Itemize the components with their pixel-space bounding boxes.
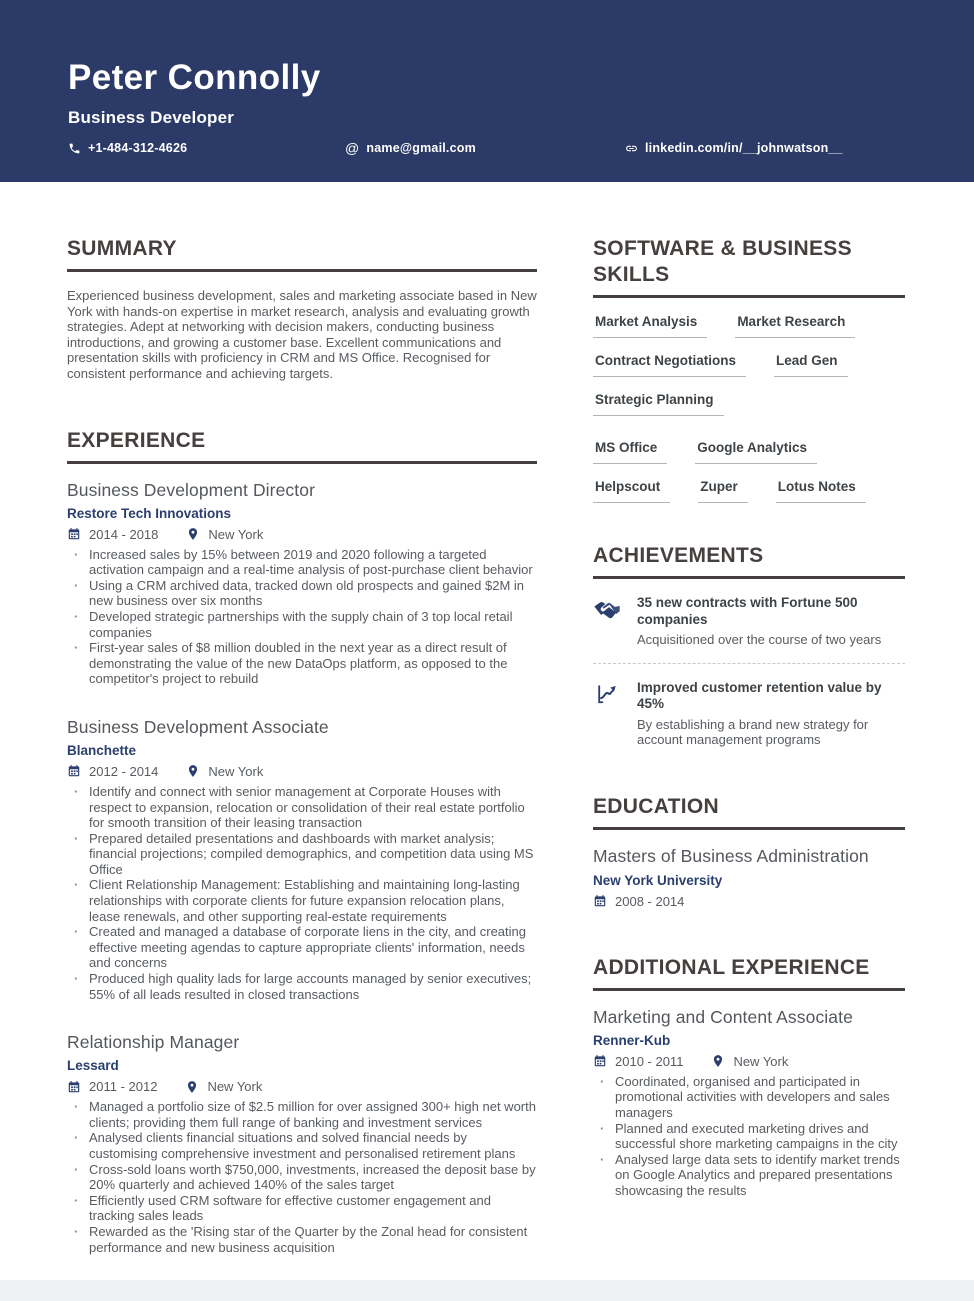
job-entry — [67, 1032, 537, 1255]
bullet-item: · Developed strategic partnerships with the supply chain of 3 top local retail companies — [67, 609, 537, 640]
skills-group-software — [593, 440, 905, 503]
skill-chip: Lotus Notes — [776, 479, 866, 503]
bullet-item: · Coordinated, organised and participated in promotional activities with developers and sales managers — [593, 1074, 905, 1121]
bullet-item: · Planned and executed marketing drives and successful shore marketing campaigns in the city — [593, 1121, 905, 1152]
link-icon — [625, 142, 638, 155]
skill-chip: Helpscout — [593, 479, 670, 503]
phone-icon — [68, 142, 81, 155]
job-meta — [67, 527, 537, 542]
bullet-item: · Produced high quality lads for large accounts managed by senior executives; 55% of all leads resulted in closed transactions — [67, 971, 537, 1002]
bullet-item: · Using a CRM archived data, tracked down old prospects and gained $2M in new business over six months — [67, 578, 537, 609]
education-heading: EDUCATION — [593, 794, 905, 830]
job-entry — [67, 717, 537, 1002]
job-entry — [67, 480, 537, 687]
calendar-icon — [67, 1080, 81, 1094]
at-icon: @ — [345, 140, 360, 156]
job-bullets — [593, 1074, 905, 1199]
job-company: Lessard — [67, 1058, 119, 1074]
job-dates: 2012 - 2014 — [89, 763, 159, 779]
achievements-heading: ACHIEVEMENTS — [593, 543, 905, 579]
email-address: name@gmail.com — [366, 141, 476, 155]
skill-chip: Market Analysis — [593, 314, 707, 338]
achievement-title: Improved customer retention value by 45% — [637, 679, 882, 712]
job-location: New York — [208, 763, 264, 779]
bullet-item: · Rewarded as the 'Rising star of the Quarter by the Zonal head for consistent performance and new business acquisition — [67, 1224, 537, 1255]
job-dates: 2011 - 2012 — [89, 1079, 158, 1095]
skill-chip: Lead Gen — [774, 353, 848, 377]
job-meta — [593, 1054, 905, 1069]
achievement-title: 35 new contracts with Fortune 500 companies — [637, 595, 858, 627]
dashed-divider — [593, 663, 905, 664]
summary-section — [67, 236, 537, 382]
education-section — [593, 794, 905, 909]
person-job-title: Business Developer — [68, 108, 235, 127]
person-name: Peter Connolly — [68, 58, 321, 97]
location-pin-icon — [711, 1054, 725, 1068]
achievement-description: Acquisitioned over the course of two years — [637, 632, 882, 647]
email-link[interactable] — [345, 141, 625, 155]
job-location: New York — [733, 1053, 789, 1069]
skills-section — [593, 236, 905, 503]
growth-chart-icon — [593, 680, 623, 748]
contact-row — [68, 141, 905, 155]
education-dates: 2008 - 2014 — [615, 893, 685, 909]
summary-heading: SUMMARY — [67, 236, 537, 272]
job-company: Blanchette — [67, 742, 137, 758]
calendar-icon — [593, 1054, 607, 1068]
phone-link[interactable] — [68, 141, 345, 155]
skill-chip: MS Office — [593, 440, 667, 464]
job-bullets — [67, 1099, 537, 1255]
bullet-item: · Identify and connect with senior management at Corporate Houses with respect to expansion, relocation or consolidation of their real estate portfolio for smooth transition of their leasing transaction — [67, 784, 537, 831]
achievement-description: By establishing a brand new strategy for account management programs — [637, 716, 869, 748]
skill-chip: Contract Negotiations — [593, 353, 746, 377]
achievements-section — [593, 543, 905, 748]
bullet-item: · Efficiently used CRM software for effective customer engagement and tracking sales leads — [67, 1193, 537, 1224]
handshake-icon — [593, 595, 623, 648]
bullet-item: · Analysed large data sets to identify market trends on Google Analytics and prepared presentations showcasing the results — [593, 1152, 905, 1199]
right-column — [593, 236, 905, 1301]
job-meta — [67, 764, 537, 779]
job-dates: 2010 - 2011 — [615, 1053, 684, 1069]
calendar-icon — [67, 527, 81, 541]
achievement-item — [593, 680, 905, 748]
bullet-item: · Increased sales by 15% between 2019 and 2020 following a targeted activation campaign and a real-time analysis of post-purchase client behavior — [67, 547, 537, 578]
job-title: Relationship Manager — [67, 1032, 240, 1053]
phone-number: +1-484-312-4626 — [88, 141, 188, 155]
linkedin-handle: linkedin.com/in/__johnwatson__ — [645, 141, 843, 155]
job-title: Business Development Director — [67, 479, 316, 500]
left-column — [67, 236, 537, 1301]
skill-chip: Strategic Planning — [593, 392, 724, 416]
skills-group-business — [593, 314, 905, 416]
bullet-item: · Client Relationship Management: Establishing and maintaining long-lasting relationships with corporate clients for future expansion relocation plans, lease renewals, and other supporting real-estate requirements — [67, 877, 537, 924]
job-location: New York — [207, 1079, 263, 1095]
location-pin-icon — [185, 1080, 199, 1094]
job-meta — [67, 1079, 537, 1094]
linkedin-link[interactable] — [625, 141, 905, 155]
skill-chip: Zuper — [698, 479, 748, 503]
job-bullets — [67, 547, 537, 687]
job-bullets — [67, 784, 537, 1002]
school-name: New York University — [593, 872, 723, 888]
bullet-item: · Managed a portfolio size of $2.5 million for over assigned 300+ high net worth clients; providing them full range of banking and investment services — [67, 1099, 537, 1130]
header — [0, 0, 974, 182]
bullet-item: · Analysed clients financial situations and solved financial needs by customising comprehensive investment and personalised retirement plans — [67, 1130, 537, 1161]
location-pin-icon — [186, 527, 200, 541]
skill-chip: Market Research — [735, 314, 855, 338]
skills-heading: SOFTWARE & BUSINESS SKILLS — [593, 236, 905, 298]
bullet-item: · Prepared detailed presentations and dashboards with market analysis; financial projections; compiled demographics, and competition data using MS Office — [67, 831, 537, 878]
education-meta — [593, 894, 905, 909]
job-entry — [593, 1007, 905, 1199]
job-company: Renner-Kub — [593, 1032, 671, 1048]
location-pin-icon — [186, 764, 200, 778]
summary-text: Experienced business development, sales and marketing associate based in New York with hands-on expertise in market research, analysis and evaluating growth strategies. Adept at networking with decision makers, conducting business introductions, and growing a customer base. Excellent communications and presentation skills with proficiency in CRM and MS Office. Recognised for consistent performance and achieving targets. — [67, 288, 537, 381]
job-dates: 2014 - 2018 — [89, 526, 159, 542]
resume-body — [0, 182, 974, 1301]
calendar-icon — [67, 764, 81, 778]
calendar-icon — [593, 894, 607, 908]
bullet-item: · First-year sales of $8 million doubled in the next year as a direct result of demonstrating the value of the new DataOps platform, as opposed to the competitor's project to rebuild — [67, 640, 537, 687]
job-title: Business Development Associate — [67, 716, 329, 737]
job-company: Restore Tech Innovations — [67, 505, 232, 521]
bullet-item: · Created and managed a database of corporate liens in the city, and creating effective meeting agendas to capture appropriate clients' information, needs and concerns — [67, 924, 537, 971]
degree-title: Masters of Business Administration — [593, 845, 869, 866]
additional-experience-heading: ADDITIONAL EXPERIENCE — [593, 955, 905, 991]
experience-section — [67, 428, 537, 1256]
job-title: Marketing and Content Associate — [593, 1006, 853, 1027]
job-location: New York — [208, 526, 264, 542]
skill-chip: Google Analytics — [695, 440, 817, 464]
experience-heading: EXPERIENCE — [67, 428, 537, 464]
achievement-item — [593, 595, 905, 648]
bullet-item: · Cross-sold loans worth $750,000, investments, increased the deposit base by 20% quarterly and achieved 140% of the sales target — [67, 1162, 537, 1193]
additional-experience-section — [593, 955, 905, 1199]
